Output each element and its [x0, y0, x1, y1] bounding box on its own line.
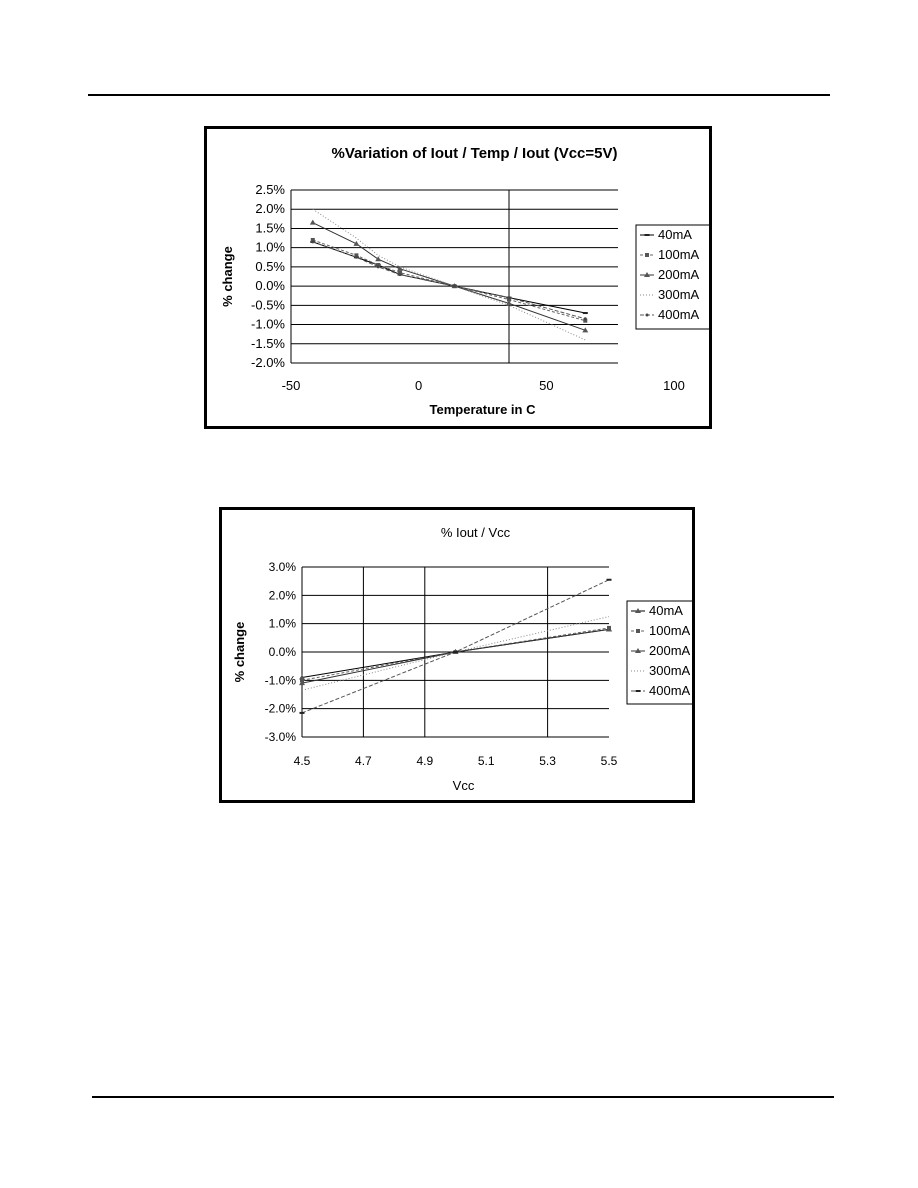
legend	[627, 601, 692, 704]
y-tick-label: -1.0%	[251, 316, 285, 332]
y-tick-label: 1.5%	[255, 220, 285, 236]
series-100mA	[311, 238, 588, 323]
x-tick-label: 4.9	[416, 754, 434, 768]
legend-label: 200mA	[649, 643, 691, 658]
data-point	[355, 256, 358, 259]
legend	[636, 225, 709, 329]
legend-label: 400mA	[658, 307, 700, 322]
series-line	[313, 242, 586, 319]
legend-marker	[636, 629, 640, 633]
y-tick-label: -1.0%	[264, 673, 296, 688]
series-line	[313, 240, 586, 321]
y-tick-label: -0.5%	[251, 297, 285, 313]
x-axis-label: Vcc	[452, 778, 475, 793]
data-point	[310, 220, 316, 225]
series-line	[313, 223, 586, 331]
data-point	[606, 626, 612, 631]
series-400mA	[311, 240, 587, 320]
x-tick-label: 100	[663, 378, 685, 393]
legend-marker	[645, 234, 650, 236]
legend-label: 40mA	[649, 603, 683, 618]
data-point	[300, 712, 305, 714]
data-point	[311, 240, 314, 243]
x-tick-label: 5.3	[539, 754, 556, 768]
y-tick-label: 1.0%	[255, 239, 285, 255]
data-point	[584, 317, 587, 320]
x-tick-label: 5.1	[477, 754, 495, 768]
data-point	[453, 651, 458, 653]
footer-rule	[92, 1096, 834, 1098]
series-line	[313, 242, 586, 313]
y-axis-label: % change	[220, 246, 235, 307]
y-tick-label: -3.0%	[264, 730, 296, 744]
x-tick-label: -50	[281, 378, 301, 393]
y-tick-label: 0.0%	[268, 645, 296, 659]
y-tick-label: -1.5%	[251, 335, 285, 351]
data-point	[607, 579, 612, 581]
legend-label: 400mA	[649, 683, 691, 698]
series-200mA	[310, 220, 589, 333]
vcc-variation-chart	[219, 507, 695, 803]
x-tick-label: 5.5	[600, 754, 618, 768]
series-line	[302, 580, 609, 713]
legend-label: 200mA	[658, 267, 700, 282]
data-point	[453, 285, 456, 288]
y-tick-label: 2.5%	[255, 182, 285, 197]
data-point	[375, 256, 381, 261]
data-point	[399, 273, 402, 276]
data-point	[583, 312, 588, 314]
vcc-variation-chart-svg	[222, 510, 692, 800]
legend-marker	[636, 690, 641, 692]
y-tick-label: 3.0%	[268, 560, 296, 574]
x-tick-label: 50	[539, 378, 554, 393]
x-tick-label: 4.7	[355, 754, 372, 768]
chart-title: % Iout / Vcc	[440, 525, 511, 540]
y-tick-label: -2.0%	[251, 355, 285, 370]
x-tick-label: 0	[415, 378, 423, 393]
legend-label: 300mA	[658, 287, 700, 302]
y-tick-label: -2.0%	[264, 701, 296, 716]
legend-label: 100mA	[649, 623, 691, 638]
y-tick-label: 2.0%	[268, 588, 296, 603]
temp-variation-chart	[204, 126, 712, 429]
y-tick-label: 0.5%	[255, 258, 285, 274]
series-40mA	[310, 241, 588, 314]
data-point	[377, 265, 380, 268]
y-tick-label: 0.0%	[255, 278, 285, 294]
temp-variation-chart-svg	[207, 129, 709, 426]
data-point	[508, 296, 511, 299]
x-axis-label: Temperature in C	[429, 402, 536, 417]
series-400mA	[300, 579, 612, 714]
y-axis-label: % change	[232, 621, 247, 683]
legend-label: 100mA	[658, 247, 700, 262]
y-tick-label: 1.0%	[268, 616, 296, 631]
chart-title: %Variation of Iout / Temp / Iout (Vcc=5V)	[331, 145, 618, 162]
series-line	[302, 629, 609, 683]
legend-label: 40mA	[658, 227, 692, 242]
y-tick-label: 2.0%	[255, 201, 285, 217]
legend-marker	[646, 314, 649, 317]
x-tick-label: 4.5	[293, 754, 311, 768]
legend-label: 300mA	[649, 663, 691, 678]
legend-marker	[645, 253, 649, 257]
header-rule	[88, 94, 830, 96]
